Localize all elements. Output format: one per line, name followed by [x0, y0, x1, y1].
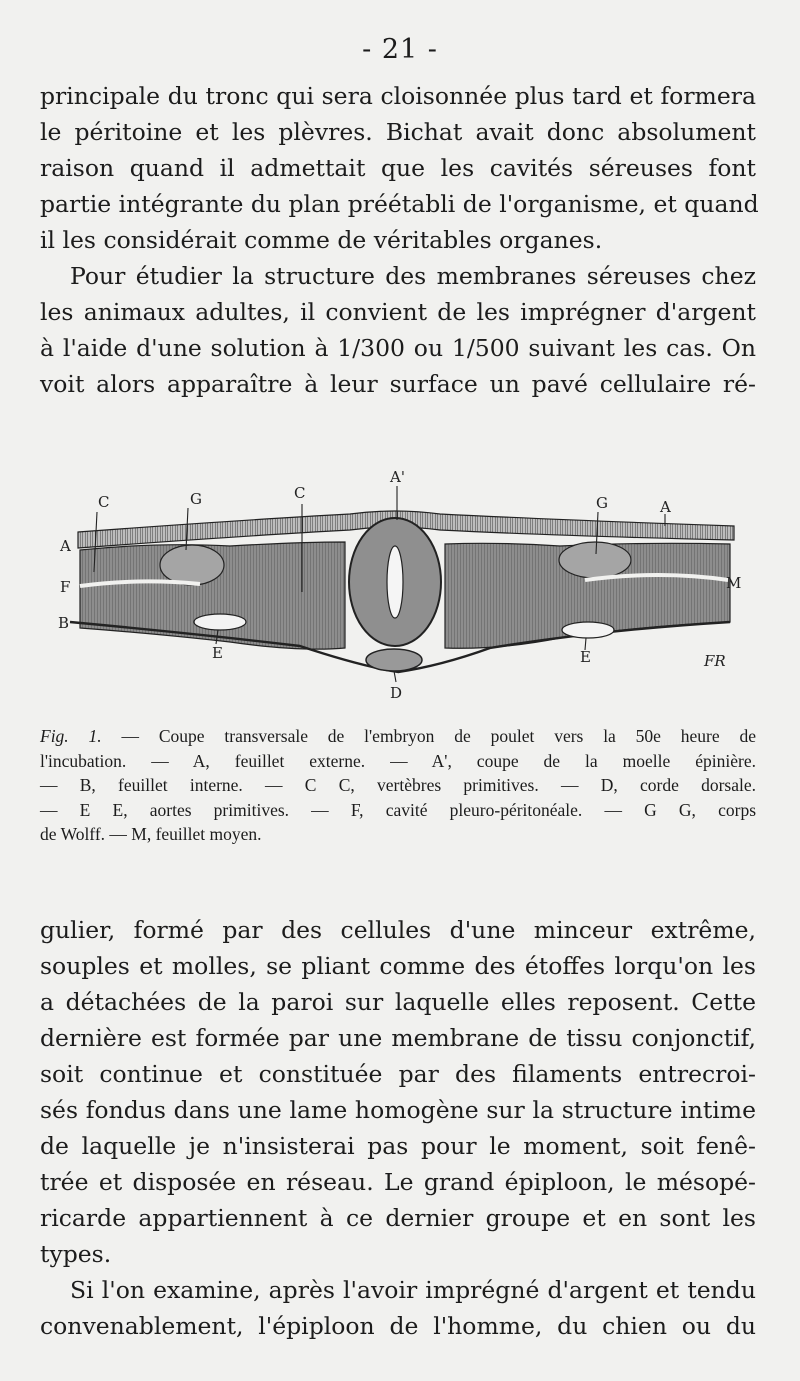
figure-reference: Fig. 1. [40, 726, 102, 746]
caption-text: — Coupe transversale de l'embryon de poulet vers la 50e heure de [121, 726, 756, 746]
text-line: il les considérait comme de véritables organes. [40, 226, 603, 254]
text-line: types. [40, 1240, 112, 1268]
aorta-right [562, 622, 614, 638]
text-line: les animaux adultes, il convient de les imprégner d'argent [40, 298, 756, 326]
caption-line: — E E, aortes primitives. — F, cavité pleuro-péritonéale. — G G, corps [40, 799, 756, 820]
label-d: D [390, 684, 403, 702]
text-line: dernière est formée par une membrane de tissu conjonctif, [40, 1024, 756, 1052]
neural-canal [387, 546, 403, 618]
label-c-mid: C [294, 484, 306, 502]
text-line: voit alors apparaître à leur surface un pavé cellulaire ré- [40, 370, 756, 398]
label-m: M [726, 574, 742, 592]
aorta-left [194, 614, 246, 630]
text-line: soit continue et constituée par des filaments entrecroi- [40, 1060, 756, 1088]
paragraph-last [40, 1272, 756, 1344]
text-line: le péritoine et les plèvres. Bichat avait donc absolument [40, 118, 756, 146]
label-a-left: A [60, 537, 71, 555]
caption-line: l'incubation. — A, feuillet externe. — A', coupe de la moelle épinière. [40, 750, 756, 771]
paragraph-bottom [40, 912, 756, 1272]
label-f: F [60, 578, 71, 596]
label-e-right: E [580, 648, 591, 666]
label-a-right: A [660, 498, 671, 516]
text-line: gulier, formé par des cellules d'une minceur extrême, [40, 916, 756, 944]
caption-line [40, 724, 756, 749]
text-line: ricarde appartiennent à ce dernier groupe et en sont les [40, 1204, 756, 1232]
text-line: trée et disposée en réseau. Le grand épiploon, le mésopé- [40, 1168, 756, 1196]
caption-line: de Wolff. — M, feuillet moyen. [40, 824, 262, 844]
text-line: de laquelle je n'insisterai pas pour le moment, soit fenê- [40, 1132, 756, 1160]
text-line: raison quand il admettait que les cavités séreuses font [40, 154, 756, 182]
wolffian-body-left [160, 545, 224, 585]
paragraph-top [40, 78, 759, 402]
engraver-signature: FR [704, 652, 726, 670]
notochord [366, 649, 422, 671]
text-line: Si l'on examine, après l'avoir imprégné d'argent et tendu [70, 1276, 756, 1304]
caption-line: — B, feuillet interne. — C C, vertèbres primitives. — D, corde dorsale. [40, 775, 756, 795]
embryo-cross-section-figure [40, 462, 760, 702]
text-line: a détachées de la paroi sur laquelle elles reposent. Cette [40, 988, 756, 1016]
label-c-left: C [98, 493, 110, 511]
text-line: souples et molles, se pliant comme des étoffes lorqu'on les [40, 952, 756, 980]
label-e-left: E [212, 644, 223, 662]
label-b: B [58, 614, 70, 632]
label-g-right: G [596, 494, 608, 512]
text-line: convenablement, l'épiploon de l'homme, du chien ou du [40, 1312, 756, 1340]
figure-caption [40, 724, 756, 847]
label-g-left: G [190, 490, 202, 508]
text-line: partie intégrante du plan préétabli de l'organisme, et quand [40, 190, 759, 218]
page-number: - 21 - [362, 34, 438, 65]
text-line: à l'aide d'une solution à 1/300 ou 1/500 suivant les cas. On [40, 334, 756, 362]
label-a-prime: A' [390, 468, 405, 486]
text-line: sés fondus dans une lame homogène sur la structure intime [40, 1096, 756, 1124]
text-line: principale du tronc qui sera cloisonnée plus tard et formera [40, 82, 756, 110]
wolffian-body-right [559, 542, 631, 578]
text-line: Pour étudier la structure des membranes séreuses chez [70, 262, 756, 290]
